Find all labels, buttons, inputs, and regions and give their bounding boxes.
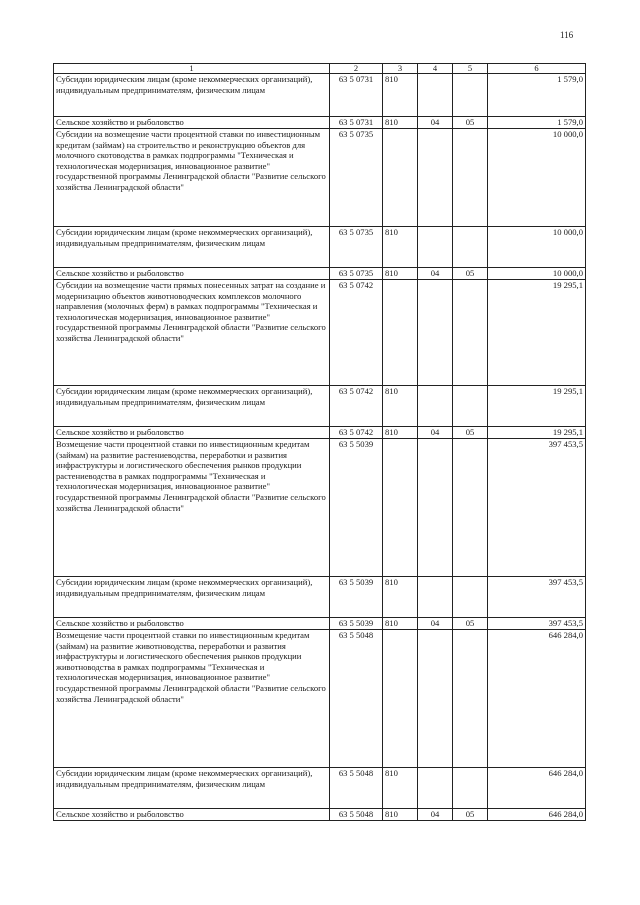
row-amount: 10 000,0 [488, 129, 586, 227]
row-subsection [453, 386, 488, 427]
row-amount: 397 453,5 [488, 577, 586, 618]
table-row [54, 129, 586, 227]
row-description: Сельское хозяйство и рыболовство [54, 117, 330, 129]
row-section [418, 74, 453, 117]
row-target-code: 63 5 5039 [330, 439, 383, 577]
row-amount: 19 295,1 [488, 386, 586, 427]
row-description: Сельское хозяйство и рыболовство [54, 268, 330, 280]
row-amount: 19 295,1 [488, 427, 586, 439]
table-row [54, 74, 586, 117]
table-row [54, 439, 586, 577]
row-section [418, 630, 453, 768]
row-amount: 646 284,0 [488, 630, 586, 768]
column-header: 3 [383, 64, 418, 74]
row-section [418, 129, 453, 227]
row-subsection: 05 [453, 117, 488, 129]
table-row [54, 768, 586, 809]
table-row [54, 809, 586, 821]
row-section [418, 227, 453, 268]
row-subsection: 05 [453, 268, 488, 280]
row-target-code: 63 5 0731 [330, 117, 383, 129]
budget-table [53, 63, 586, 821]
table-row [54, 577, 586, 618]
row-amount: 1 579,0 [488, 74, 586, 117]
row-target-code: 63 5 0742 [330, 280, 383, 386]
row-target-code: 63 5 0742 [330, 386, 383, 427]
row-section [418, 577, 453, 618]
table-row [54, 227, 586, 268]
row-expense-type: 810 [383, 268, 418, 280]
row-subsection [453, 439, 488, 577]
row-description: Субсидии юридическим лицам (кроме некоммерческих организаций), индивидуальным предпринимателям, физическим лицам [54, 386, 330, 427]
row-subsection [453, 280, 488, 386]
row-target-code: 63 5 0735 [330, 268, 383, 280]
row-section: 04 [418, 117, 453, 129]
row-description: Субсидии юридическим лицам (кроме некоммерческих организаций), индивидуальным предпринимателям, физическим лицам [54, 768, 330, 809]
row-expense-type: 810 [383, 117, 418, 129]
column-header: 1 [54, 64, 330, 74]
row-section [418, 768, 453, 809]
row-expense-type: 810 [383, 577, 418, 618]
row-expense-type [383, 630, 418, 768]
row-description: Сельское хозяйство и рыболовство [54, 427, 330, 439]
row-section: 04 [418, 618, 453, 630]
row-expense-type: 810 [383, 227, 418, 268]
row-amount: 19 295,1 [488, 280, 586, 386]
row-description: Возмещение части процентной ставки по инвестиционным кредитам (займам) на развитие животноводства, переработки и развития инфраструктуры и логистического обеспечения рынков продукции животноводства в рамках подпрограммы "Техническая и технологическая модернизация, инновационное развитие" государственной программы Ленинградской области "Развитие сельского хозяйства Ленинградской области" [54, 630, 330, 768]
page-number: 116 [560, 30, 574, 40]
table-row [54, 630, 586, 768]
row-target-code: 63 5 0735 [330, 129, 383, 227]
row-expense-type: 810 [383, 809, 418, 821]
row-description: Возмещение части процентной ставки по инвестиционным кредитам (займам) на развитие растениеводства, переработки и развития инфраструктуры и логистического обеспечения рынков продукции растениеводства в рамках подпрограммы "Техническая и технологическая модернизация, инновационное развитие" государственной программы Ленинградской области "Развитие сельского хозяйства Ленинградской области" [54, 439, 330, 577]
column-header: 2 [330, 64, 383, 74]
row-section: 04 [418, 427, 453, 439]
row-description: Субсидии на возмещение части прямых понесенных затрат на создание и модернизацию объектов животноводческих комплексов молочного направления (молочных ферм) в рамках подпрограммы "Техническая и технологическая модернизация, инновационное развитие" государственной программы Ленинградской области "Развитие сельского хозяйства Ленинградской области" [54, 280, 330, 386]
row-description: Сельское хозяйство и рыболовство [54, 809, 330, 821]
row-description: Сельское хозяйство и рыболовство [54, 618, 330, 630]
row-target-code: 63 5 0731 [330, 74, 383, 117]
row-subsection [453, 630, 488, 768]
row-expense-type [383, 280, 418, 386]
row-target-code: 63 5 0735 [330, 227, 383, 268]
row-expense-type: 810 [383, 618, 418, 630]
row-subsection [453, 577, 488, 618]
row-description: Субсидии юридическим лицам (кроме некоммерческих организаций), индивидуальным предпринимателям, физическим лицам [54, 227, 330, 268]
row-description: Субсидии юридическим лицам (кроме некоммерческих организаций), индивидуальным предпринимателям, физическим лицам [54, 577, 330, 618]
row-subsection: 05 [453, 809, 488, 821]
row-subsection: 05 [453, 618, 488, 630]
row-description: Субсидии на возмещение части процентной ставки по инвестиционным кредитам (займам) на строительство и реконструкцию объектов для молочного скотоводства в рамках подпрограммы "Техническая и технологическая модернизация, инновационное развитие" государственной программы Ленинградской области "Развитие сельского хозяйства Ленинградской области" [54, 129, 330, 227]
row-subsection [453, 227, 488, 268]
row-expense-type: 810 [383, 768, 418, 809]
row-target-code: 63 5 0742 [330, 427, 383, 439]
table-row [54, 268, 586, 280]
row-section [418, 439, 453, 577]
row-target-code: 63 5 5048 [330, 768, 383, 809]
row-section: 04 [418, 809, 453, 821]
column-header: 4 [418, 64, 453, 74]
row-target-code: 63 5 5048 [330, 809, 383, 821]
row-section [418, 386, 453, 427]
table-row [54, 427, 586, 439]
column-header: 5 [453, 64, 488, 74]
row-amount: 1 579,0 [488, 117, 586, 129]
table-row [54, 280, 586, 386]
row-expense-type: 810 [383, 427, 418, 439]
row-amount: 646 284,0 [488, 809, 586, 821]
row-expense-type [383, 129, 418, 227]
row-section: 04 [418, 268, 453, 280]
table-row [54, 117, 586, 129]
row-amount: 10 000,0 [488, 268, 586, 280]
row-description: Субсидии юридическим лицам (кроме некоммерческих организаций), индивидуальным предпринимателям, физическим лицам [54, 74, 330, 117]
row-expense-type: 810 [383, 74, 418, 117]
row-expense-type: 810 [383, 386, 418, 427]
table-row [54, 386, 586, 427]
row-amount: 397 453,5 [488, 439, 586, 577]
row-amount: 646 284,0 [488, 768, 586, 809]
row-target-code: 63 5 5039 [330, 618, 383, 630]
row-expense-type [383, 439, 418, 577]
row-target-code: 63 5 5039 [330, 577, 383, 618]
row-subsection [453, 768, 488, 809]
row-subsection [453, 74, 488, 117]
table-header-row [54, 64, 586, 74]
table-row [54, 618, 586, 630]
row-subsection: 05 [453, 427, 488, 439]
row-subsection [453, 129, 488, 227]
row-amount: 10 000,0 [488, 227, 586, 268]
row-target-code: 63 5 5048 [330, 630, 383, 768]
row-section [418, 280, 453, 386]
column-header: 6 [488, 64, 586, 74]
row-amount: 397 453,5 [488, 618, 586, 630]
